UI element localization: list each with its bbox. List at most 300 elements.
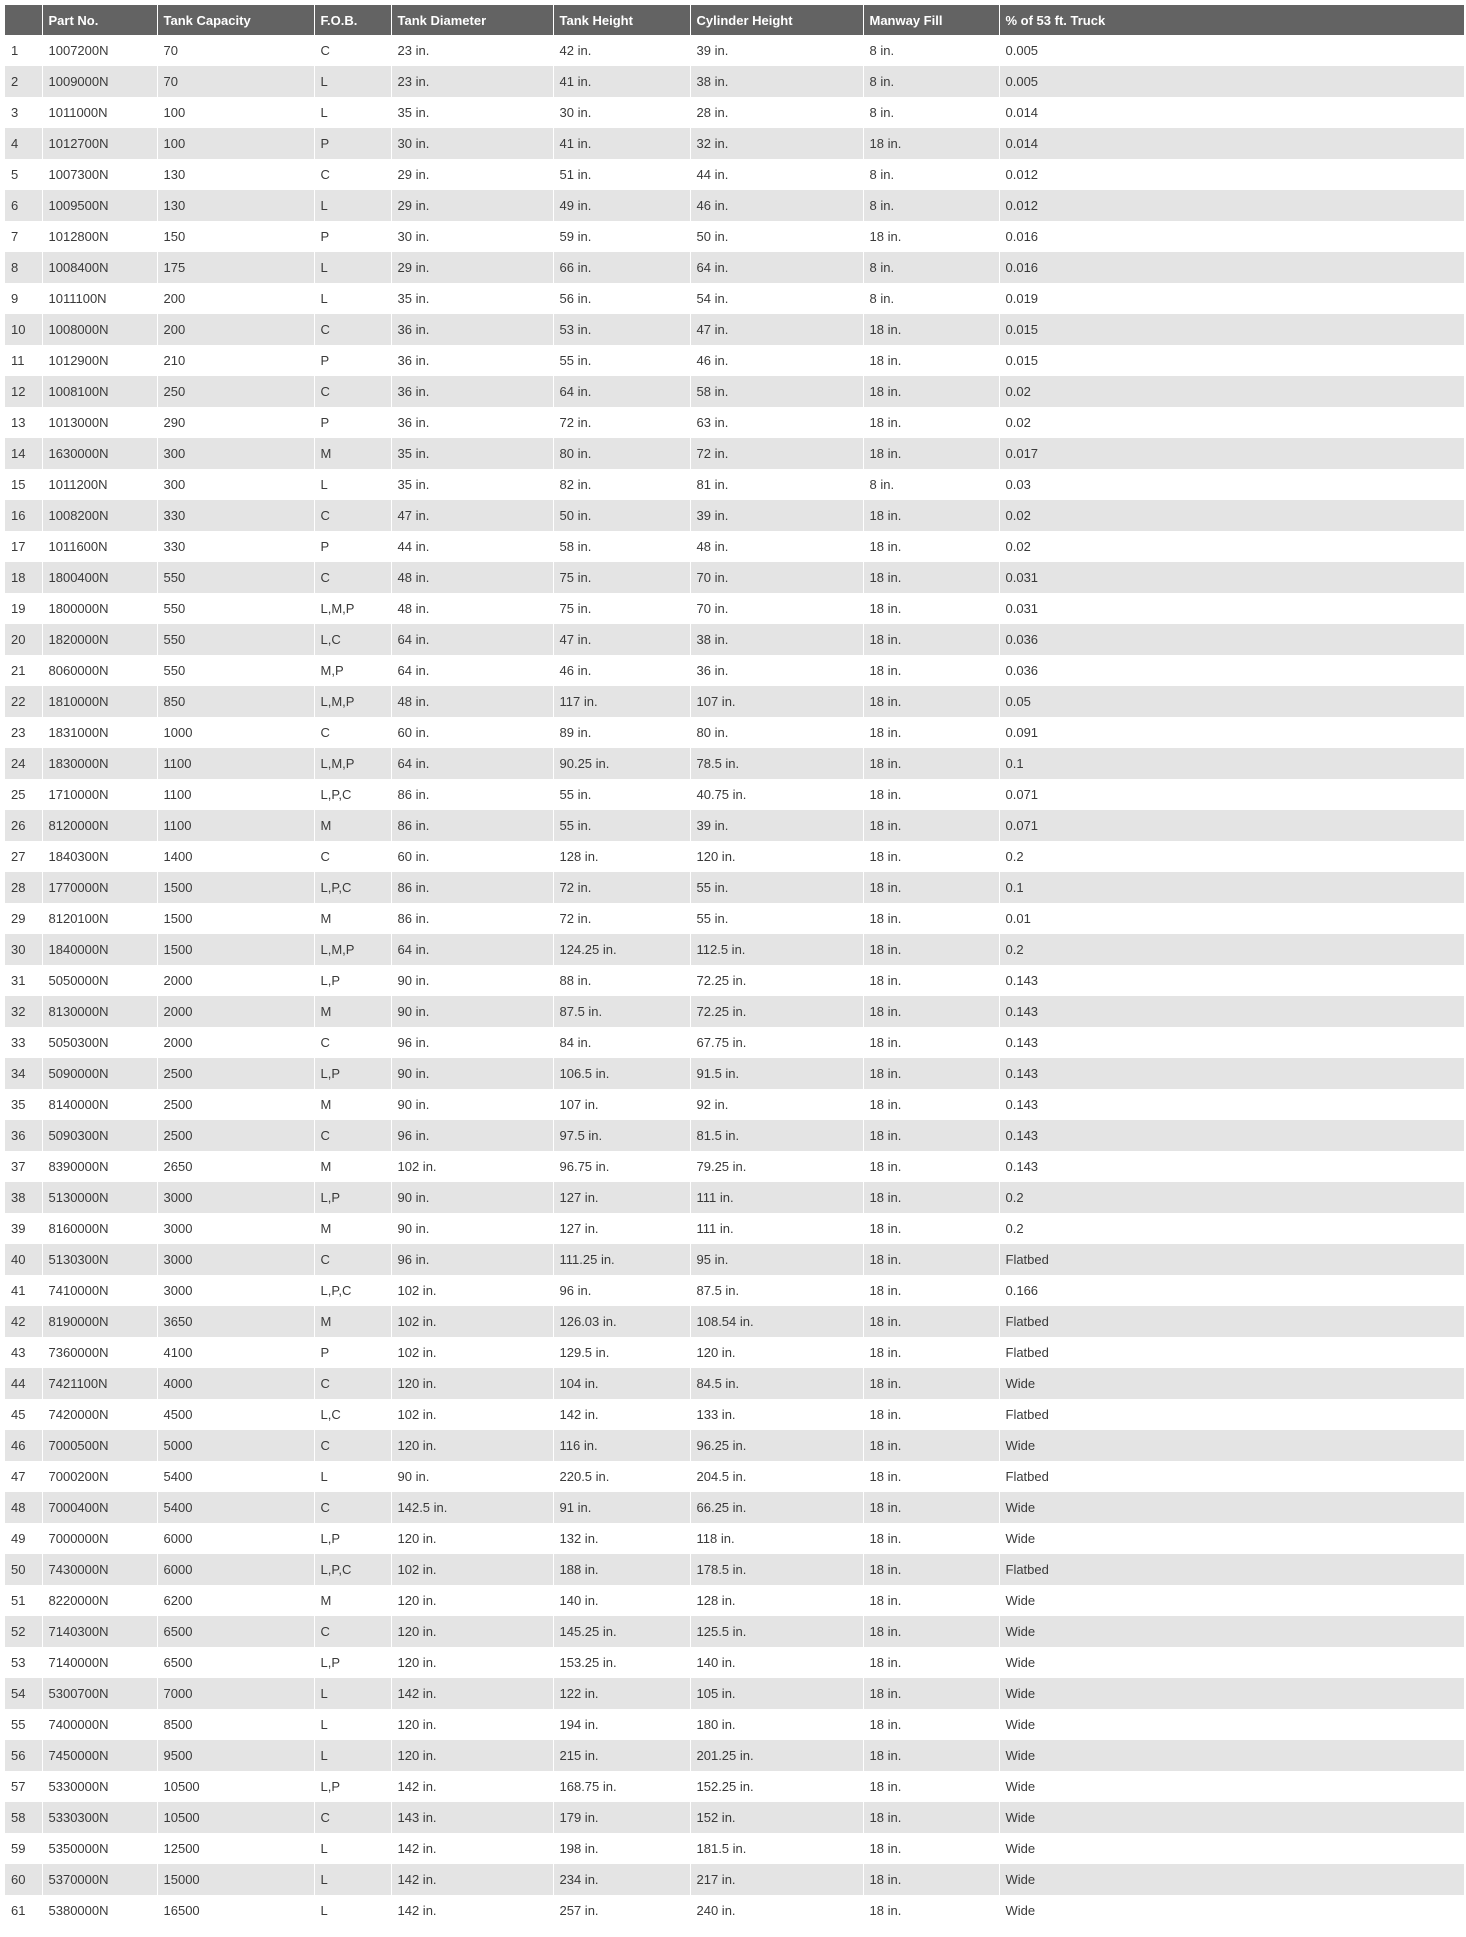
fob-cell: L,P [314,1771,391,1802]
tank-capacity-cell: 6200 [157,1585,314,1616]
truck-percent-cell: Flatbed [999,1554,1464,1585]
tank-capacity-cell: 550 [157,593,314,624]
fob-cell: C [314,1802,391,1833]
manway-fill-cell: 18 in. [863,500,999,531]
tank-capacity-cell: 3000 [157,1244,314,1275]
row-index: 21 [5,655,42,686]
row-index: 34 [5,1058,42,1089]
fob-cell: C [314,35,391,66]
tank-capacity-cell: 6500 [157,1616,314,1647]
part-no-cell: 5380000N [42,1895,157,1926]
tank-capacity-cell: 6000 [157,1554,314,1585]
cylinder-height-cell: 80 in. [690,717,863,748]
cylinder-height-cell: 105 in. [690,1678,863,1709]
tank-height-cell: 88 in. [553,965,690,996]
part-no-cell: 7360000N [42,1337,157,1368]
truck-percent-cell: Wide [999,1616,1464,1647]
row-index: 37 [5,1151,42,1182]
manway-fill-cell: 18 in. [863,1833,999,1864]
truck-percent-cell: 0.143 [999,1089,1464,1120]
table-row [5,1554,1464,1585]
part-no-cell: 5090000N [42,1058,157,1089]
table-row [5,128,1464,159]
truck-percent-cell: 0.071 [999,779,1464,810]
column-header-index[interactable] [5,5,42,35]
truck-percent-cell: 0.031 [999,562,1464,593]
tank-capacity-cell: 4100 [157,1337,314,1368]
row-index: 55 [5,1709,42,1740]
cylinder-height-cell: 111 in. [690,1182,863,1213]
truck-percent-cell: 0.01 [999,903,1464,934]
cylinder-height-cell: 125.5 in. [690,1616,863,1647]
tank-height-cell: 58 in. [553,531,690,562]
part-no-cell: 8140000N [42,1089,157,1120]
table-row [5,252,1464,283]
cylinder-height-cell: 55 in. [690,872,863,903]
tank-height-cell: 55 in. [553,779,690,810]
part-no-cell: 5130300N [42,1244,157,1275]
fob-cell: L [314,283,391,314]
table-row [5,562,1464,593]
cylinder-height-cell: 180 in. [690,1709,863,1740]
cylinder-height-cell: 107 in. [690,686,863,717]
cylinder-height-cell: 240 in. [690,1895,863,1926]
tank-capacity-cell: 130 [157,159,314,190]
fob-cell: L [314,1709,391,1740]
tank-capacity-cell: 300 [157,438,314,469]
truck-percent-cell: 0.2 [999,934,1464,965]
part-no-cell: 5130000N [42,1182,157,1213]
cylinder-height-cell: 46 in. [690,190,863,221]
tank-height-cell: 106.5 in. [553,1058,690,1089]
manway-fill-cell: 18 in. [863,1089,999,1120]
tank-height-cell: 122 in. [553,1678,690,1709]
table-row [5,1647,1464,1678]
fob-cell: L,C [314,624,391,655]
fob-cell: L [314,66,391,97]
table-body [5,35,1464,1926]
truck-percent-cell: 0.036 [999,655,1464,686]
tank-diameter-cell: 35 in. [391,283,553,314]
row-index: 23 [5,717,42,748]
tank-capacity-cell: 3650 [157,1306,314,1337]
manway-fill-cell: 18 in. [863,314,999,345]
tank-height-cell: 168.75 in. [553,1771,690,1802]
tank-height-cell: 215 in. [553,1740,690,1771]
manway-fill-cell: 18 in. [863,1244,999,1275]
truck-percent-cell: 0.012 [999,159,1464,190]
table-row [5,748,1464,779]
column-header-cylinder-height[interactable]: Cylinder Height [690,5,863,35]
manway-fill-cell: 18 in. [863,748,999,779]
tank-height-cell: 53 in. [553,314,690,345]
tank-height-cell: 104 in. [553,1368,690,1399]
part-no-cell: 1007300N [42,159,157,190]
row-index: 14 [5,438,42,469]
fob-cell: P [314,128,391,159]
row-index: 54 [5,1678,42,1709]
tank-height-cell: 153.25 in. [553,1647,690,1678]
part-no-cell: 1820000N [42,624,157,655]
row-index: 17 [5,531,42,562]
cylinder-height-cell: 120 in. [690,841,863,872]
fob-cell: L [314,1461,391,1492]
row-index: 46 [5,1430,42,1461]
fob-cell: L [314,1864,391,1895]
manway-fill-cell: 18 in. [863,531,999,562]
manway-fill-cell: 18 in. [863,1399,999,1430]
tank-capacity-cell: 1400 [157,841,314,872]
tank-height-cell: 30 in. [553,97,690,128]
fob-cell: M [314,903,391,934]
tank-capacity-cell: 330 [157,500,314,531]
table-row [5,1275,1464,1306]
manway-fill-cell: 18 in. [863,1709,999,1740]
tank-diameter-cell: 35 in. [391,97,553,128]
manway-fill-cell: 18 in. [863,717,999,748]
fob-cell: C [314,1430,391,1461]
fob-cell: C [314,1492,391,1523]
tank-diameter-cell: 44 in. [391,531,553,562]
manway-fill-cell: 18 in. [863,1213,999,1244]
manway-fill-cell: 18 in. [863,407,999,438]
row-index: 53 [5,1647,42,1678]
part-no-cell: 1630000N [42,438,157,469]
row-index: 41 [5,1275,42,1306]
fob-cell: P [314,407,391,438]
manway-fill-cell: 18 in. [863,655,999,686]
fob-cell: L [314,469,391,500]
manway-fill-cell: 18 in. [863,1771,999,1802]
table-row [5,1585,1464,1616]
table-row [5,283,1464,314]
tank-height-cell: 116 in. [553,1430,690,1461]
tank-capacity-cell: 7000 [157,1678,314,1709]
row-index: 3 [5,97,42,128]
cylinder-height-cell: 118 in. [690,1523,863,1554]
fob-cell: M [314,1213,391,1244]
part-no-cell: 1012800N [42,221,157,252]
tank-height-cell: 188 in. [553,1554,690,1585]
truck-percent-cell: 0.015 [999,345,1464,376]
manway-fill-cell: 18 in. [863,1802,999,1833]
table-row [5,1151,1464,1182]
tank-height-cell: 129.5 in. [553,1337,690,1368]
tank-capacity-cell: 9500 [157,1740,314,1771]
part-no-cell: 7430000N [42,1554,157,1585]
part-no-cell: 8220000N [42,1585,157,1616]
truck-percent-cell: Wide [999,1523,1464,1554]
row-index: 10 [5,314,42,345]
cylinder-height-cell: 128 in. [690,1585,863,1616]
fob-cell: L [314,1678,391,1709]
row-index: 45 [5,1399,42,1430]
table-row [5,500,1464,531]
tank-capacity-cell: 550 [157,655,314,686]
manway-fill-cell: 18 in. [863,1647,999,1678]
fob-cell: C [314,717,391,748]
tank-diameter-cell: 120 in. [391,1709,553,1740]
table-row [5,221,1464,252]
cylinder-height-cell: 204.5 in. [690,1461,863,1492]
manway-fill-cell: 8 in. [863,66,999,97]
table-row [5,314,1464,345]
part-no-cell: 5050000N [42,965,157,996]
tank-capacity-cell: 200 [157,283,314,314]
tank-height-cell: 142 in. [553,1399,690,1430]
row-index: 2 [5,66,42,97]
part-no-cell: 1800400N [42,562,157,593]
tank-height-cell: 84 in. [553,1027,690,1058]
truck-percent-cell: Wide [999,1740,1464,1771]
cylinder-height-cell: 64 in. [690,252,863,283]
part-no-cell: 7410000N [42,1275,157,1306]
column-header-tank-capacity[interactable]: Tank Capacity [157,5,314,35]
tank-height-cell: 257 in. [553,1895,690,1926]
fob-cell: C [314,1616,391,1647]
row-index: 18 [5,562,42,593]
cylinder-height-cell: 81 in. [690,469,863,500]
fob-cell: M [314,996,391,1027]
table-row [5,1864,1464,1895]
fob-cell: P [314,221,391,252]
table-row [5,903,1464,934]
tank-height-cell: 42 in. [553,35,690,66]
table-row [5,779,1464,810]
truck-percent-cell: 0.015 [999,314,1464,345]
manway-fill-cell: 18 in. [863,1616,999,1647]
part-no-cell: 5090300N [42,1120,157,1151]
tank-capacity-cell: 2500 [157,1058,314,1089]
fob-cell: M [314,1306,391,1337]
row-index: 6 [5,190,42,221]
truck-percent-cell: 0.012 [999,190,1464,221]
row-index: 1 [5,35,42,66]
cylinder-height-cell: 112.5 in. [690,934,863,965]
tank-height-cell: 41 in. [553,128,690,159]
fob-cell: L,M,P [314,934,391,965]
row-index: 7 [5,221,42,252]
tank-height-cell: 198 in. [553,1833,690,1864]
tank-diameter-cell: 64 in. [391,934,553,965]
row-index: 5 [5,159,42,190]
row-index: 61 [5,1895,42,1926]
truck-percent-cell: Flatbed [999,1306,1464,1337]
tank-capacity-cell: 210 [157,345,314,376]
manway-fill-cell: 18 in. [863,1492,999,1523]
manway-fill-cell: 18 in. [863,438,999,469]
cylinder-height-cell: 111 in. [690,1213,863,1244]
table-row [5,624,1464,655]
tank-height-cell: 75 in. [553,593,690,624]
tank-diameter-cell: 36 in. [391,376,553,407]
table-row [5,190,1464,221]
tank-diameter-cell: 47 in. [391,500,553,531]
tank-diameter-cell: 29 in. [391,190,553,221]
fob-cell: C [314,1368,391,1399]
tank-diameter-cell: 102 in. [391,1337,553,1368]
fob-cell: M [314,1585,391,1616]
cylinder-height-cell: 217 in. [690,1864,863,1895]
row-index: 19 [5,593,42,624]
part-no-cell: 1012900N [42,345,157,376]
table-row [5,593,1464,624]
tank-diameter-cell: 29 in. [391,252,553,283]
truck-percent-cell: 0.1 [999,748,1464,779]
tank-height-cell: 145.25 in. [553,1616,690,1647]
manway-fill-cell: 18 in. [863,1554,999,1585]
manway-fill-cell: 18 in. [863,965,999,996]
tank-diameter-cell: 120 in. [391,1740,553,1771]
truck-percent-cell: Wide [999,1833,1464,1864]
cylinder-height-cell: 72.25 in. [690,996,863,1027]
column-header-tank-diameter[interactable]: Tank Diameter [391,5,553,35]
manway-fill-cell: 18 in. [863,1895,999,1926]
row-index: 47 [5,1461,42,1492]
table-row [5,1058,1464,1089]
row-index: 25 [5,779,42,810]
row-index: 29 [5,903,42,934]
tank-diameter-cell: 142 in. [391,1833,553,1864]
part-no-cell: 8060000N [42,655,157,686]
table-row [5,996,1464,1027]
fob-cell: L,P [314,965,391,996]
part-no-cell: 5370000N [42,1864,157,1895]
tank-capacity-cell: 550 [157,562,314,593]
table-row [5,655,1464,686]
cylinder-height-cell: 28 in. [690,97,863,128]
cylinder-height-cell: 66.25 in. [690,1492,863,1523]
part-no-cell: 8130000N [42,996,157,1027]
fob-cell: L,M,P [314,593,391,624]
row-index: 16 [5,500,42,531]
tank-capacity-cell: 100 [157,128,314,159]
tank-capacity-cell: 70 [157,35,314,66]
tank-diameter-cell: 96 in. [391,1244,553,1275]
column-header-fob[interactable]: F.O.B. [314,5,391,35]
part-no-cell: 7420000N [42,1399,157,1430]
fob-cell: L,P,C [314,1554,391,1585]
cylinder-height-cell: 140 in. [690,1647,863,1678]
cylinder-height-cell: 92 in. [690,1089,863,1120]
tank-capacity-cell: 175 [157,252,314,283]
tank-diameter-cell: 102 in. [391,1399,553,1430]
row-index: 52 [5,1616,42,1647]
tank-capacity-cell: 330 [157,531,314,562]
cylinder-height-cell: 39 in. [690,810,863,841]
cylinder-height-cell: 44 in. [690,159,863,190]
table-row [5,1337,1464,1368]
truck-percent-cell: 0.2 [999,841,1464,872]
cylinder-height-cell: 78.5 in. [690,748,863,779]
row-index: 60 [5,1864,42,1895]
tank-height-cell: 66 in. [553,252,690,283]
part-no-cell: 8120000N [42,810,157,841]
tank-height-cell: 72 in. [553,407,690,438]
row-index: 44 [5,1368,42,1399]
part-no-cell: 7421100N [42,1368,157,1399]
tank-diameter-cell: 35 in. [391,469,553,500]
fob-cell: L,M,P [314,686,391,717]
table-row [5,965,1464,996]
cylinder-height-cell: 48 in. [690,531,863,562]
part-no-cell: 1008400N [42,252,157,283]
tank-diameter-cell: 96 in. [391,1027,553,1058]
cylinder-height-cell: 72.25 in. [690,965,863,996]
truck-percent-cell: 0.1 [999,872,1464,903]
truck-percent-cell: Flatbed [999,1244,1464,1275]
truck-percent-cell: 0.143 [999,1151,1464,1182]
table-row [5,1213,1464,1244]
manway-fill-cell: 18 in. [863,934,999,965]
truck-percent-cell: 0.014 [999,97,1464,128]
manway-fill-cell: 18 in. [863,1151,999,1182]
tank-height-cell: 234 in. [553,1864,690,1895]
column-header-truck-percent[interactable]: % of 53 ft. Truck [999,5,1464,35]
tank-capacity-cell: 16500 [157,1895,314,1926]
part-no-cell: 7140300N [42,1616,157,1647]
part-no-cell: 8120100N [42,903,157,934]
tank-diameter-cell: 102 in. [391,1275,553,1306]
table-row [5,810,1464,841]
table-row [5,1771,1464,1802]
table-row [5,717,1464,748]
fob-cell: C [314,314,391,345]
part-no-cell: 1831000N [42,717,157,748]
column-header-tank-height[interactable]: Tank Height [553,5,690,35]
row-index: 15 [5,469,42,500]
tank-height-cell: 72 in. [553,903,690,934]
table-row [5,1523,1464,1554]
table-row [5,1833,1464,1864]
tank-diameter-cell: 64 in. [391,748,553,779]
part-no-cell: 1810000N [42,686,157,717]
column-header-part-no[interactable]: Part No. [42,5,157,35]
row-index: 51 [5,1585,42,1616]
row-index: 9 [5,283,42,314]
tank-capacity-cell: 2000 [157,1027,314,1058]
table-row [5,1089,1464,1120]
table-row [5,1492,1464,1523]
truck-percent-cell: 0.143 [999,965,1464,996]
tank-height-cell: 49 in. [553,190,690,221]
truck-percent-cell: 0.143 [999,1027,1464,1058]
column-header-manway-fill[interactable]: Manway Fill [863,5,999,35]
tank-capacity-cell: 850 [157,686,314,717]
manway-fill-cell: 18 in. [863,1182,999,1213]
tank-diameter-cell: 90 in. [391,965,553,996]
tank-diameter-cell: 102 in. [391,1306,553,1337]
manway-fill-cell: 18 in. [863,1523,999,1554]
tank-capacity-cell: 550 [157,624,314,655]
table-row [5,1461,1464,1492]
row-index: 42 [5,1306,42,1337]
part-no-cell: 1840300N [42,841,157,872]
manway-fill-cell: 18 in. [863,1027,999,1058]
manway-fill-cell: 18 in. [863,1678,999,1709]
tank-capacity-cell: 4000 [157,1368,314,1399]
part-no-cell: 7140000N [42,1647,157,1678]
part-no-cell: 8190000N [42,1306,157,1337]
fob-cell: L [314,1833,391,1864]
truck-percent-cell: 0.143 [999,1120,1464,1151]
tank-spec-table [5,5,1464,1926]
part-no-cell: 1012700N [42,128,157,159]
truck-percent-cell: 0.005 [999,66,1464,97]
table-row [5,1244,1464,1275]
part-no-cell: 1008000N [42,314,157,345]
table-row [5,376,1464,407]
